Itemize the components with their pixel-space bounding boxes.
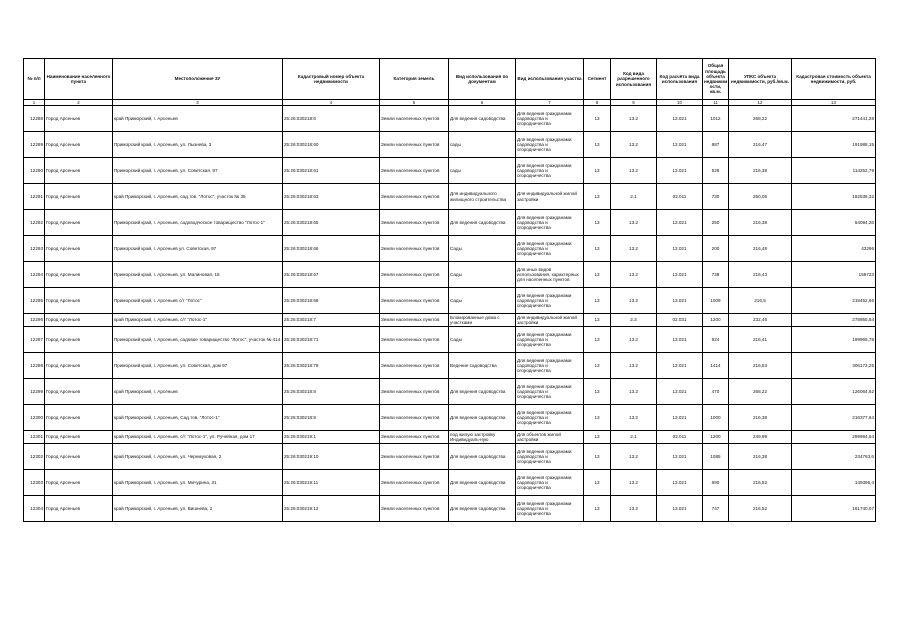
land-location-cell: край Приморский, г. Арсеньев, Сад.тов. "Лотос-1" <box>113 405 283 431</box>
land-category-cell: Земли населенных пунктов <box>380 132 449 158</box>
specific-cadastral-value-cell: 216,48 <box>729 236 792 262</box>
cadastral-value-cell: 161740,07 <box>792 496 876 522</box>
use-calc-code-cell: 02.031 <box>657 314 703 327</box>
use-by-documents-cell: Сады <box>449 327 516 353</box>
settlement-name-cell: Город Арсеньев <box>45 496 113 522</box>
cadastral-number-cell: 25:26:030218:68 <box>283 288 380 314</box>
column-number: 10 <box>657 100 703 106</box>
land-location-cell: Приморский край, г. Арсеньев с/т "Лотос" <box>113 288 283 314</box>
cadastral-value-cell: 271441,28 <box>792 106 876 132</box>
cadastral-number-cell: 25:26:030218:71 <box>283 327 380 353</box>
use-calc-code-cell: 13.021 <box>657 405 703 431</box>
row-number-cell: 12289 <box>24 132 45 158</box>
specific-cadastral-value-cell: 268,22 <box>729 379 792 405</box>
table-row <box>24 405 876 431</box>
land-category-cell: Земли населенных пунктов <box>380 210 449 236</box>
cadastral-table-sheet <box>23 58 876 522</box>
use-by-documents-cell: Ведение садоводства <box>449 353 516 379</box>
cadastral-value-cell: 218452,66 <box>792 288 876 314</box>
land-location-cell: Приморский край, г. Арсеньев, садоводческое товарищество "Лотос-1" <box>113 210 283 236</box>
column-number: 8 <box>584 100 611 106</box>
column-number: 11 <box>703 100 729 106</box>
land-category-cell: Земли населенных пунктов <box>380 106 449 132</box>
permitted-use-code-cell: 2.1 <box>611 184 657 210</box>
row-number-cell: 12299 <box>24 379 45 405</box>
settlement-name-cell: Город Арсеньев <box>45 184 113 210</box>
specific-cadastral-value-cell: 216,38 <box>729 405 792 431</box>
use-calc-code-cell: 13.021 <box>657 262 703 288</box>
table-row <box>24 327 876 353</box>
column-number: 9 <box>611 100 657 106</box>
use-by-documents-cell: Для ведения садоводства <box>449 444 516 470</box>
land-category-cell: Земли населенных пунктов <box>380 431 449 444</box>
cadastral-value-cell: 199965,78 <box>792 327 876 353</box>
column-number: 6 <box>449 100 516 106</box>
land-category-cell: Земли населенных пунктов <box>380 496 449 522</box>
permitted-use-code-cell: 2.3 <box>611 314 657 327</box>
plot-use-type-cell: Для ведения гражданами садоводства и огородничества <box>516 444 584 470</box>
table-row <box>24 288 876 314</box>
use-by-documents-cell: Для ведения садоводства <box>449 379 516 405</box>
cadastral-number-cell: 25:26:030218:67 <box>283 262 380 288</box>
permitted-use-code-cell: 13.2 <box>611 379 657 405</box>
settlement-name-cell: Город Арсеньев <box>45 353 113 379</box>
cadastral-number-cell: 25:26:030219:12 <box>283 496 380 522</box>
land-category-cell: Земли населенных пунктов <box>380 184 449 210</box>
column-header: Местоположение ЗУ <box>113 59 283 100</box>
table-row <box>24 379 876 405</box>
segment-cell: 13 <box>584 470 611 496</box>
cadastral-number-cell: 25:26:030219:1 <box>283 431 380 444</box>
row-number-cell: 12288 <box>24 106 45 132</box>
settlement-name-cell: Город Арсеньев <box>45 132 113 158</box>
cadastral-number-cell: 25:26:030219:11 <box>283 470 380 496</box>
table-row <box>24 431 876 444</box>
land-category-cell: Земли населенных пунктов <box>380 353 449 379</box>
permitted-use-code-cell: 13.2 <box>611 470 657 496</box>
row-number-cell: 12303 <box>24 470 45 496</box>
cadastral-number-cell: 25:26:030218:78 <box>283 353 380 379</box>
plot-use-type-cell: Для ведения гражданами садоводства и огородничества <box>516 288 584 314</box>
specific-cadastral-value-cell: 216,38 <box>729 158 792 184</box>
column-header: Код вида разрешенного использования <box>611 59 657 100</box>
permitted-use-code-cell: 13.2 <box>611 405 657 431</box>
total-area-cell: 528 <box>703 158 729 184</box>
column-header: Категория земель <box>380 59 449 100</box>
total-area-cell: 470 <box>703 379 729 405</box>
column-header: Сегмент <box>584 59 611 100</box>
row-number-cell: 12304 <box>24 496 45 522</box>
table-row <box>24 470 876 496</box>
plot-use-type-cell: Для иных видов использования, характерных для населенных пунктов <box>516 262 584 288</box>
use-by-documents-cell: Сады <box>449 288 516 314</box>
segment-cell: 13 <box>584 262 611 288</box>
use-calc-code-cell: 13.021 <box>657 496 703 522</box>
cadastral-value-cell: 216377,64 <box>792 405 876 431</box>
cadastral-value-cell: 306173,25 <box>792 353 876 379</box>
land-category-cell: Земли населенных пунктов <box>380 327 449 353</box>
use-calc-code-cell: 13.021 <box>657 210 703 236</box>
permitted-use-code-cell: 13.2 <box>611 106 657 132</box>
total-area-cell: 1000 <box>703 405 729 431</box>
segment-cell: 13 <box>584 431 611 444</box>
segment-cell: 13 <box>584 353 611 379</box>
column-number: 12 <box>729 100 792 106</box>
specific-cadastral-value-cell: 216,43 <box>729 262 792 288</box>
total-area-cell: 1012 <box>703 106 729 132</box>
land-location-cell: край Приморский, г. Арсеньев, с/т "Лотос-1" <box>113 314 283 327</box>
land-location-cell: край Приморский, г. Арсеньев, сад.тов. "Лотос", участок № 35 <box>113 184 283 210</box>
permitted-use-code-cell: 13.2 <box>611 132 657 158</box>
plot-use-type-cell: Для ведения гражданами садоводства и огородничества <box>516 496 584 522</box>
specific-cadastral-value-cell: 216,5 <box>729 288 792 314</box>
column-number: 1 <box>24 100 45 106</box>
use-by-documents-cell: Сады <box>449 262 516 288</box>
land-category-cell: Земли населенных пунктов <box>380 288 449 314</box>
segment-cell: 13 <box>584 184 611 210</box>
segment-cell: 13 <box>584 158 611 184</box>
land-location-cell: край Приморский, г. Арсеньев, с/т "Лотос-1", ул. Ручейная, дом 17 <box>113 431 283 444</box>
table-row <box>24 210 876 236</box>
segment-cell: 13 <box>584 210 611 236</box>
segment-cell: 13 <box>584 132 611 158</box>
settlement-name-cell: Город Арсеньев <box>45 405 113 431</box>
specific-cadastral-value-cell: 250,05 <box>729 184 792 210</box>
table-row <box>24 444 876 470</box>
cadastral-value-cell: 149396,4 <box>792 470 876 496</box>
cadastral-number-cell: 25:26:030218:66 <box>283 236 380 262</box>
land-location-cell: Приморский край, г. Арсеньев, ул. Советская, 97 <box>113 158 283 184</box>
land-category-cell: Земли населенных пунктов <box>380 405 449 431</box>
plot-use-type-cell: Для ведения гражданами садоводства и огородничества <box>516 236 584 262</box>
table-row <box>24 496 876 522</box>
settlement-name-cell: Город Арсеньев <box>45 379 113 405</box>
settlement-name-cell: Город Арсеньев <box>45 262 113 288</box>
land-location-cell: Приморский край, г. Арсеньев, ул. Советская, дом 97 <box>113 353 283 379</box>
land-location-cell: край Приморский, г. Арсеньев, ул. Мичурина, 31 <box>113 470 283 496</box>
total-area-cell: 200 <box>703 236 729 262</box>
land-category-cell: Земли населенных пунктов <box>380 262 449 288</box>
column-header: № п/п <box>24 59 45 100</box>
plot-use-type-cell: Для ведения гражданами садоводства и огородничества <box>516 470 584 496</box>
cadastral-value-cell: 191988,15 <box>792 132 876 158</box>
table-body <box>24 106 876 522</box>
plot-use-type-cell: Для ведения гражданами садоводства и огородничества <box>516 132 584 158</box>
row-number-cell: 12292 <box>24 210 45 236</box>
cadastral-number-cell: 25:26:030218:6 <box>283 106 380 132</box>
plot-use-type-cell: Для ведения гражданами садоводства и огородничества <box>516 158 584 184</box>
use-by-documents-cell: Для ведения садоводства <box>449 496 516 522</box>
land-location-cell: Приморский край, г. Арсеньев, ул. Малиновая, 15 <box>113 262 283 288</box>
use-by-documents-cell: Для ведения садоводства <box>449 405 516 431</box>
land-location-cell: край Приморский, г. Арсеньев <box>113 106 283 132</box>
use-calc-code-cell: 02.011 <box>657 184 703 210</box>
use-calc-code-cell: 13.021 <box>657 288 703 314</box>
column-header: Код расчёта вида использования <box>657 59 703 100</box>
cadastral-value-cell: 278955,84 <box>792 314 876 327</box>
segment-cell: 13 <box>584 496 611 522</box>
land-category-cell: Земли населенных пунктов <box>380 314 449 327</box>
column-header: Кадастровый номер объекта недвижимости <box>283 59 380 100</box>
permitted-use-code-cell: 2.1 <box>611 431 657 444</box>
use-by-documents-cell: под жилую застройку Индивидуаль-ную <box>449 431 516 444</box>
cadastral-number-cell: 25:26:030218:7 <box>283 314 380 327</box>
total-area-cell: 887 <box>703 132 729 158</box>
column-number: 7 <box>516 100 584 106</box>
settlement-name-cell: Город Арсеньев <box>45 236 113 262</box>
table-row <box>24 236 876 262</box>
table-row <box>24 184 876 210</box>
cadastral-value-table <box>23 58 876 522</box>
plot-use-type-cell: Для ведения гражданами садоводства и огородничества <box>516 106 584 132</box>
row-number-cell: 12294 <box>24 262 45 288</box>
specific-cadastral-value-cell: 216,41 <box>729 327 792 353</box>
specific-cadastral-value-cell: 268,22 <box>729 106 792 132</box>
land-category-cell: Земли населенных пунктов <box>380 470 449 496</box>
use-by-documents-cell: Для ведения садоводства <box>449 470 516 496</box>
plot-use-type-cell: Для индивидуальной жилой застройки <box>516 184 584 210</box>
segment-cell: 13 <box>584 106 611 132</box>
column-header: Наименование населенного пункта <box>45 59 113 100</box>
total-area-cell: 1414 <box>703 353 729 379</box>
use-calc-code-cell: 13.021 <box>657 236 703 262</box>
total-area-cell: 250 <box>703 210 729 236</box>
land-location-cell: край Приморский, г. Арсеньев, ул. Черемуховая, 2 <box>113 444 283 470</box>
column-number: 4 <box>283 100 380 106</box>
plot-use-type-cell: Для ведения гражданами садоводства и огородничества <box>516 327 584 353</box>
segment-cell: 13 <box>584 405 611 431</box>
row-number-cell: 12291 <box>24 184 45 210</box>
settlement-name-cell: Город Арсеньев <box>45 431 113 444</box>
settlement-name-cell: Город Арсеньев <box>45 314 113 327</box>
cadastral-value-cell: 159723 <box>792 262 876 288</box>
use-by-documents-cell: Блокированные дома с участками <box>449 314 516 327</box>
table-row <box>24 353 876 379</box>
land-category-cell: Земли населенных пунктов <box>380 236 449 262</box>
column-number: 3 <box>113 100 283 106</box>
total-area-cell: 738 <box>703 262 729 288</box>
column-number: 2 <box>45 100 113 106</box>
use-calc-code-cell: 13.021 <box>657 132 703 158</box>
row-number-cell: 12300 <box>24 405 45 431</box>
specific-cadastral-value-cell: 216,52 <box>729 470 792 496</box>
row-number-cell: 12302 <box>24 444 45 470</box>
row-number-cell: 12295 <box>24 288 45 314</box>
column-header: Вид использования по документам <box>449 59 516 100</box>
table-row <box>24 262 876 288</box>
land-category-cell: Земли населенных пунктов <box>380 158 449 184</box>
segment-cell: 13 <box>584 314 611 327</box>
plot-use-type-cell: Для индивидуальной жилой застройки <box>516 314 584 327</box>
cadastral-number-cell: 25:26:030218:65 <box>283 210 380 236</box>
row-number-cell: 12301 <box>24 431 45 444</box>
cadastral-number-cell: 25:26:030218:61 <box>283 158 380 184</box>
table-row <box>24 106 876 132</box>
total-area-cell: 747 <box>703 496 729 522</box>
header-row <box>24 59 876 100</box>
total-area-cell: 1085 <box>703 444 729 470</box>
permitted-use-code-cell: 13.2 <box>611 496 657 522</box>
specific-cadastral-value-cell: 216,38 <box>729 210 792 236</box>
permitted-use-code-cell: 13.2 <box>611 210 657 236</box>
plot-use-type-cell: Для объектов жилой застройки <box>516 431 584 444</box>
cadastral-number-cell: 25:26:030218:63 <box>283 184 380 210</box>
permitted-use-code-cell: 13.2 <box>611 353 657 379</box>
use-by-documents-cell: Для ведения садоводства <box>449 210 516 236</box>
total-area-cell: 730 <box>703 184 729 210</box>
cadastral-value-cell: 126064,62 <box>792 379 876 405</box>
total-area-cell: 1200 <box>703 431 729 444</box>
settlement-name-cell: Город Арсеньев <box>45 106 113 132</box>
settlement-name-cell: Город Арсеньев <box>45 288 113 314</box>
use-by-documents-cell: сады <box>449 158 516 184</box>
permitted-use-code-cell: 13.2 <box>611 158 657 184</box>
use-by-documents-cell: Сады <box>449 236 516 262</box>
use-calc-code-cell: 13.021 <box>657 353 703 379</box>
specific-cadastral-value-cell: 216,53 <box>729 353 792 379</box>
cadastral-number-cell: 25:26:030218:8 <box>283 379 380 405</box>
segment-cell: 13 <box>584 236 611 262</box>
specific-cadastral-value-cell: 216,47 <box>729 132 792 158</box>
column-number: 13 <box>792 100 876 106</box>
specific-cadastral-value-cell: 216,38 <box>729 444 792 470</box>
total-area-cell: 924 <box>703 327 729 353</box>
plot-use-type-cell: Для ведения гражданами садоводства и огородничества <box>516 379 584 405</box>
permitted-use-code-cell: 13.2 <box>611 288 657 314</box>
permitted-use-code-cell: 13.2 <box>611 262 657 288</box>
use-calc-code-cell: 13.021 <box>657 444 703 470</box>
column-header: Вид использования участка <box>516 59 584 100</box>
use-calc-code-cell: 13.021 <box>657 379 703 405</box>
settlement-name-cell: Город Арсеньев <box>45 470 113 496</box>
permitted-use-code-cell: 13.2 <box>611 236 657 262</box>
segment-cell: 13 <box>584 444 611 470</box>
land-category-cell: Земли населенных пунктов <box>380 444 449 470</box>
cadastral-value-cell: 182536,32 <box>792 184 876 210</box>
total-area-cell: 690 <box>703 470 729 496</box>
use-calc-code-cell: 13.021 <box>657 106 703 132</box>
segment-cell: 13 <box>584 379 611 405</box>
row-number-cell: 12298 <box>24 353 45 379</box>
table-row <box>24 132 876 158</box>
cadastral-number-cell: 25:26:030219:10 <box>283 444 380 470</box>
use-calc-code-cell: 13.021 <box>657 327 703 353</box>
cadastral-value-cell: 43296 <box>792 236 876 262</box>
cadastral-value-cell: 54094,26 <box>792 210 876 236</box>
permitted-use-code-cell: 13.2 <box>611 327 657 353</box>
use-calc-code-cell: 02.011 <box>657 431 703 444</box>
segment-cell: 13 <box>584 288 611 314</box>
settlement-name-cell: Город Арсеньев <box>45 158 113 184</box>
cadastral-number-cell: 25:26:030218:60 <box>283 132 380 158</box>
table-row <box>24 314 876 327</box>
column-header: Кадастровая стоимость объекта недвижимости, руб. <box>792 59 876 100</box>
use-calc-code-cell: 13.021 <box>657 158 703 184</box>
cadastral-value-cell: 299984,64 <box>792 431 876 444</box>
cadastral-value-cell: 114252,79 <box>792 158 876 184</box>
land-location-cell: край Приморский, г. Арсеньев, ул. Вишнева, 2 <box>113 496 283 522</box>
cadastral-number-cell: 25:26:030218:9 <box>283 405 380 431</box>
settlement-name-cell: Город Арсеньев <box>45 210 113 236</box>
use-calc-code-cell: 13.021 <box>657 470 703 496</box>
row-number-cell: 12297 <box>24 327 45 353</box>
land-location-cell: Приморский край, г. Арсеньев, ул. Лызнева, 3 <box>113 132 283 158</box>
plot-use-type-cell: Для ведения гражданами садоводства и огородничества <box>516 210 584 236</box>
land-location-cell: Приморский край, г. Арсеньев, садовое товарищество "Лотос", участок № 414 <box>113 327 283 353</box>
row-number-cell: 12296 <box>24 314 45 327</box>
land-category-cell: Земли населенных пунктов <box>380 379 449 405</box>
total-area-cell: 1009 <box>703 288 729 314</box>
land-location-cell: край Приморский, г. Арсеньев <box>113 379 283 405</box>
row-number-cell: 12293 <box>24 236 45 262</box>
cadastral-value-cell: 234763,6 <box>792 444 876 470</box>
specific-cadastral-value-cell: 232,46 <box>729 314 792 327</box>
plot-use-type-cell: Для ведения гражданами садоводства и огородничества <box>516 405 584 431</box>
specific-cadastral-value-cell: 216,52 <box>729 496 792 522</box>
segment-cell: 13 <box>584 327 611 353</box>
use-by-documents-cell: сады <box>449 132 516 158</box>
row-number-cell: 12290 <box>24 158 45 184</box>
table-row <box>24 158 876 184</box>
settlement-name-cell: Город Арсеньев <box>45 444 113 470</box>
permitted-use-code-cell: 13.2 <box>611 444 657 470</box>
land-location-cell: Приморский край, г. Арсеньев ул. Советская, 97 <box>113 236 283 262</box>
column-number: 5 <box>380 100 449 106</box>
specific-cadastral-value-cell: 249,99 <box>729 431 792 444</box>
plot-use-type-cell: Для ведения гражданами садоводства и огородничества <box>516 353 584 379</box>
use-by-documents-cell: Для индивидуального жилищного строительства <box>449 184 516 210</box>
settlement-name-cell: Город Арсеньев <box>45 327 113 353</box>
use-by-documents-cell: Для ведения садоводства <box>449 106 516 132</box>
column-header: УПКС объекта недвижимости, руб./кв.м. <box>729 59 792 100</box>
column-header: Общая площадь объекта недвижим ости, кв.м. <box>703 59 729 100</box>
total-area-cell: 1200 <box>703 314 729 327</box>
